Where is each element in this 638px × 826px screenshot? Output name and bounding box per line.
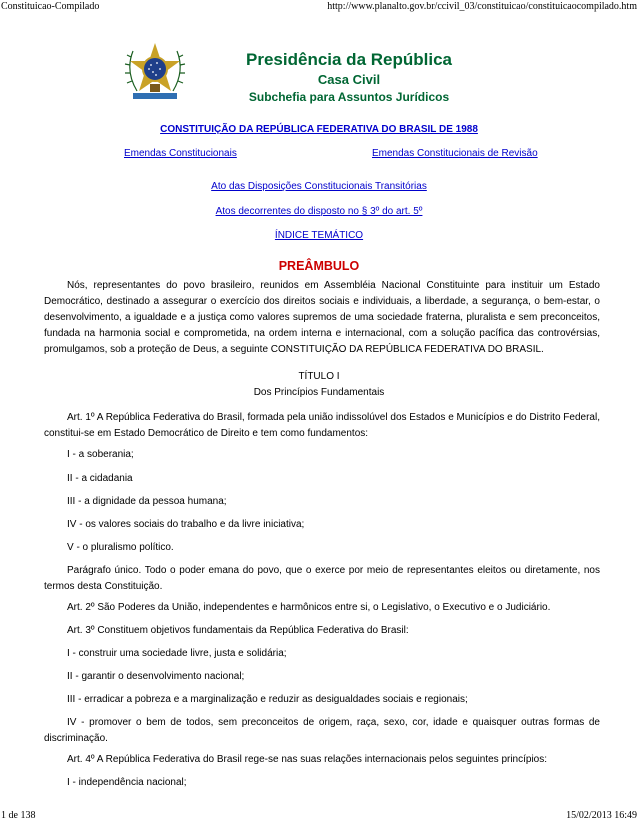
art1-paragrafo: Parágrafo único. Todo o poder emana do povo, que o exerce por meio de representantes eleitos ou diretamente, nos termos desta Constituição.	[44, 565, 600, 592]
list-item: IV - promover o bem de todos, sem preconceitos de origem, raça, sexo, cor, idade e quaisquer outras formas de discriminação.	[44, 717, 600, 744]
indice-tematico-link[interactable]: ÍNDICE TEMÁTICO	[274, 230, 364, 241]
art3-text: Art. 3º Constituem objetivos fundamentais da República Federativa do Brasil:	[67, 625, 409, 636]
list-item: I - a soberania;	[67, 449, 134, 460]
list-item: III - a dignidade da pessoa humana;	[67, 496, 227, 507]
page-subtitle-2: Subchefia para Assuntos Jurídicos	[248, 90, 450, 104]
list-item: V - o pluralismo político.	[67, 542, 174, 553]
print-header-title: Constituicao-Compilado	[1, 1, 100, 12]
preambulo-title: PREÂMBULO	[278, 259, 360, 273]
constituicao-link[interactable]: CONSTITUIÇÃO DA REPÚBLICA FEDERATIVA DO BRASIL DE 1988	[160, 124, 478, 135]
titulo-label: TÍTULO I	[298, 371, 340, 382]
preambulo-text: Nós, representantes do povo brasileiro, reunidos em Assembléia Nacional Constituinte para instituir um Estado Democrático, destinado a assegurar o exercício dos direitos sociais e individuais, a liberdade, a segurança, o bem-estar, o desenvolvimento, a igualdade e a justiça como valores supremos de uma sociedade fraterna, pluralista e sem preconceitos, fundada na harmonia social e comprometida, na ordem interna e internacional, com a solução pacífica das controvérsias, promulgamos, sob a proteção de Deus, a seguinte CONSTITUIÇÃO DA REPÚBLICA FEDERATIVA DO BRASIL.	[44, 280, 600, 355]
print-footer	[0, 810, 638, 824]
titulo-name: Dos Princípios Fundamentais	[253, 387, 385, 398]
list-item: I - construir uma sociedade livre, justa e solidária;	[67, 648, 287, 659]
print-header-url: http://www.planalto.gov.br/ccivil_03/constituicao/constituicaocompilado.htm	[327, 1, 637, 12]
list-item: II - a cidadania	[67, 473, 133, 484]
emendas-revisao-link[interactable]: Emendas Constitucionais de Revisão	[372, 148, 538, 159]
emendas-link[interactable]: Emendas Constitucionais	[124, 148, 237, 159]
list-item: III - erradicar a pobreza e a marginalização e reduzir as desigualdades sociais e regionais;	[67, 694, 468, 705]
page-counter: 1 de 138	[1, 810, 36, 821]
art4-text: Art. 4º A República Federativa do Brasil rege-se nas suas relações internacionais pelos seguintes princípios:	[67, 754, 548, 765]
art1-text: Art. 1º A República Federativa do Brasil, formada pela união indissolúvel dos Estados e Municípios e do Distrito Federal, constitui-se em Estado Democrático de Direito e tem como fundamentos:	[44, 412, 600, 439]
list-item: I - independência nacional;	[67, 777, 187, 788]
adct-link[interactable]: Ato das Disposições Constitucionais Transitórias	[211, 181, 427, 192]
list-item: IV - os valores sociais do trabalho e da livre iniciativa;	[67, 519, 305, 530]
art2-text: Art. 2º São Poderes da União, independentes e harmônicos entre si, o Legislativo, o Executivo e o Judiciário.	[67, 602, 551, 613]
page-title: Presidência da República	[246, 50, 452, 69]
print-header	[0, 1, 638, 15]
list-item: II - garantir o desenvolvimento nacional;	[67, 671, 245, 682]
page-subtitle: Casa Civil	[317, 72, 381, 87]
print-timestamp: 15/02/2013 16:49	[566, 810, 637, 821]
atos-decorrentes-link[interactable]: Atos decorrentes do disposto no § 3º do art. 5º	[215, 206, 423, 217]
